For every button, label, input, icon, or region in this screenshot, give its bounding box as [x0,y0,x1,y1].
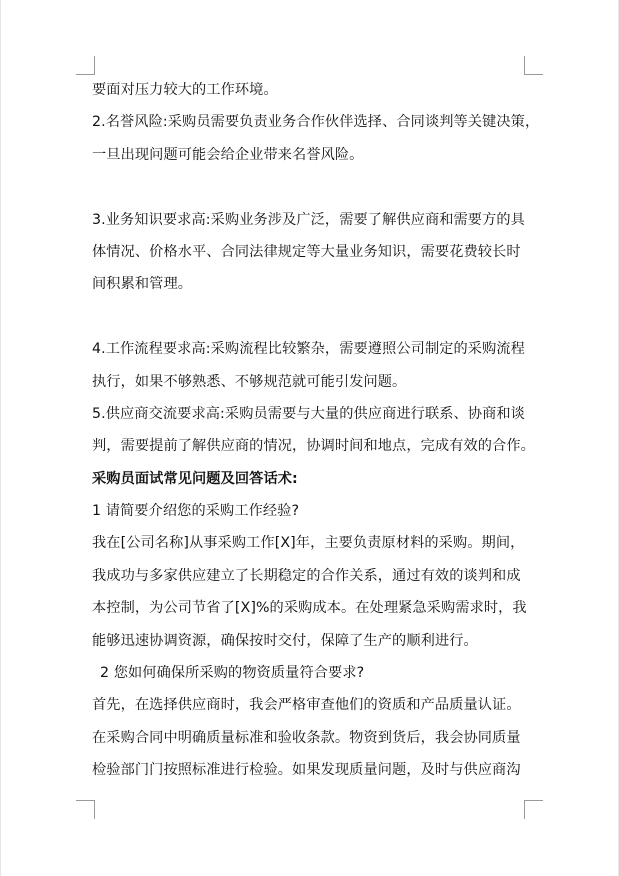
paragraph-line: 能够迅速协调资源，确保按时交付，保障了生产的顺利进行。 [92,632,478,649]
paragraph-line: 本控制，为公司节省了[X]%的采购成本。在处理紧急采购需求时，我 [92,600,527,617]
crop-mark-bottom-left [76,800,95,819]
paragraph-line: 要面对压力较大的工作环境。 [92,82,278,98]
paragraph-line: 检验部门门按照标准进行检验。如果发现质量问题，及时与供应商沟 [92,762,521,779]
paragraph-line: 体情况、价格水平、合同法律规定等大量业务知识，需要花费较长时 [92,243,521,260]
blank-line [92,171,532,203]
paragraph-line: 在采购合同中明确质量标准和验收条款。物资到货后，我会协同质量 [92,729,521,746]
question-line: 2 您如何确保所采购的物资质量符合要求? [100,665,365,682]
crop-mark-bottom-right [524,800,543,819]
crop-mark-top-left [76,56,95,75]
question-line: 1 请简要介绍您的采购工作经验? [92,503,300,520]
section-heading: 采购员面试常见问题及回答话术: [92,470,298,487]
paragraph-line: 4.工作流程要求高:采购流程比较繁杂，需要遵照公司制定的采购流程 [92,341,525,358]
crop-mark-top-right [524,56,543,75]
paragraph-line: 我成功与多家供应建立了长期稳定的合作关系，通过有效的谈判和成 [92,567,521,584]
paragraph-line: 首先，在选择供应商时，我会严格审查他们的资质和产品质量认证。 [92,697,521,714]
paragraph-line: 3.业务知识要求高:采购业务涉及广泛，需要了解供应商和需要方的具 [92,211,525,228]
paragraph-line: 一旦出现问题可能会给企业带来名誉风险。 [92,146,364,163]
paragraph-line: 判，需要提前了解供应商的情况，协调时间和地点，完成有效的合作。 [92,438,535,455]
paragraph-line: 5.供应商交流要求高:采购员需要与大量的供应商进行联系、协商和谈 [92,405,525,422]
paragraph-line: 间积累和管理。 [92,276,193,293]
document-body [92,74,540,787]
paragraph-line: 执行，如果不够熟悉、不够规范就可能引发问题。 [92,373,407,390]
blank-line [92,301,532,333]
paragraph-line: 我在[公司名称]从事采购工作[X]年，主要负责原材料的采购。期间， [92,535,525,552]
paragraph-line: 2.名誉风险:采购员需要负责业务合作伙伴选择、合同谈判等关键决策， [92,114,540,131]
